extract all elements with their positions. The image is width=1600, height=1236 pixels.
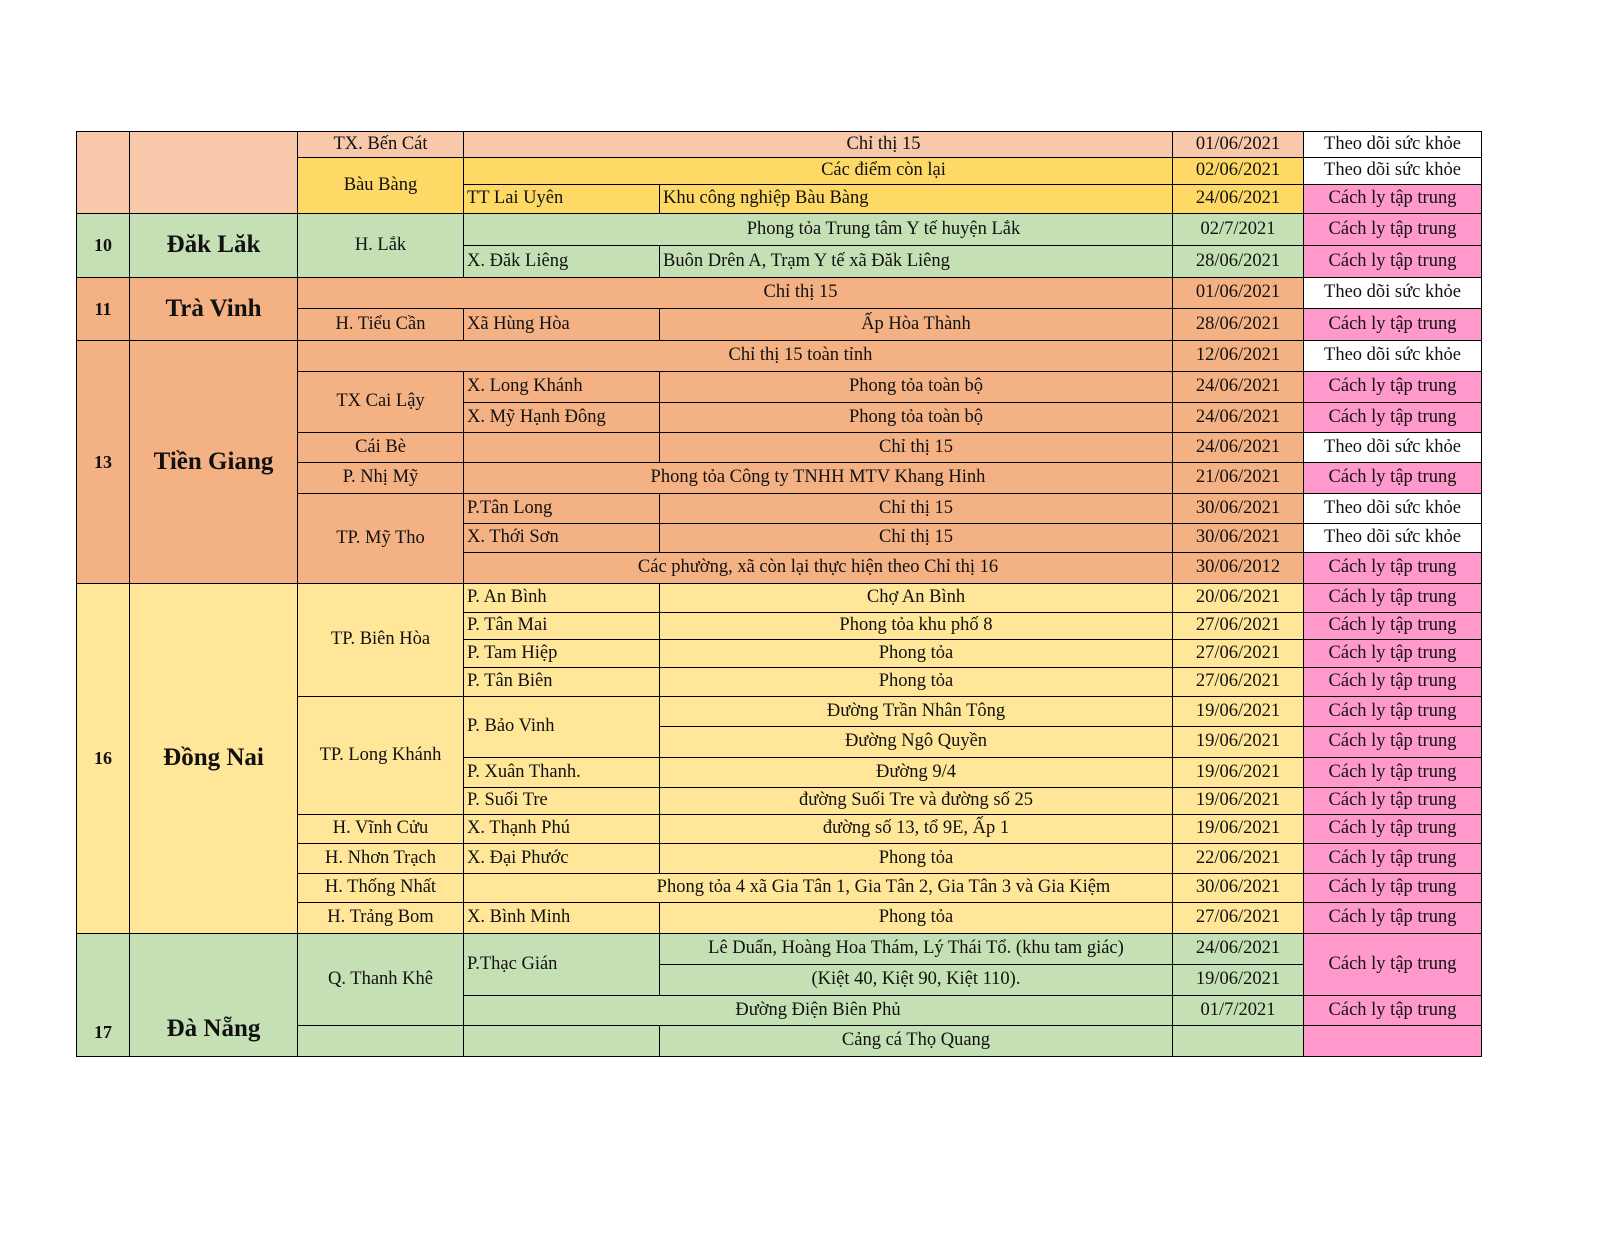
district-cell xyxy=(297,1025,464,1057)
blank-cell xyxy=(76,131,130,214)
status-cell: Cách ly tập trung xyxy=(1303,308,1482,341)
commune-cell xyxy=(463,432,660,463)
commune-cell: Phong tỏa 4 xã Gia Tân 1, Gia Tân 2, Gia Tân 3 và Gia Kiệm xyxy=(463,873,1304,903)
province-cell: Tiền Giang xyxy=(129,340,298,584)
area-cell: Ấp Hòa Thành xyxy=(659,308,1173,341)
district-cell: H. Nhơn Trạch xyxy=(297,843,464,874)
area-cell: Cảng cá Thọ Quang xyxy=(659,1025,1173,1057)
commune-cell: X. Đại Phước xyxy=(463,843,660,874)
status-cell: Theo dõi sức khỏe xyxy=(1303,432,1482,463)
date-cell: 27/06/2021 xyxy=(1172,612,1304,640)
district-cell: Q. Thanh Khê xyxy=(297,933,464,1026)
blank-cell xyxy=(129,131,298,214)
district-cell: H. Lắk xyxy=(297,213,464,278)
status-cell: Cách ly tập trung xyxy=(1303,814,1482,844)
commune-cell: P. Xuân Thanh. xyxy=(463,757,660,788)
area-cell: đường số 13, tổ 9E, Ấp 1 xyxy=(659,814,1173,844)
commune-cell: Đường Điện Biên Phủ xyxy=(463,995,1173,1026)
province-cell: Đà Nẵng xyxy=(129,933,298,1057)
district-cell: TP. Mỹ Tho xyxy=(297,493,464,584)
commune-cell: X. Thạnh Phú xyxy=(463,814,660,844)
commune-cell: P. An Bình xyxy=(463,583,660,613)
status-cell xyxy=(1303,1025,1482,1057)
area-cell: Đường Ngô Quyền xyxy=(659,726,1173,758)
stt-cell: 17 xyxy=(76,933,130,1057)
commune-cell: X. Thới Sơn xyxy=(463,523,660,553)
status-cell: Cách ly tập trung xyxy=(1303,873,1482,903)
date-cell xyxy=(1172,1025,1304,1057)
commune-cell: TT Lai Uyên xyxy=(463,184,660,214)
date-cell: 02/7/2021 xyxy=(1172,213,1304,246)
date-cell: 24/06/2021 xyxy=(1172,933,1304,965)
district-cell: P. Nhị Mỹ xyxy=(297,462,464,494)
status-cell: Cách ly tập trung xyxy=(1303,184,1482,214)
status-cell: Cách ly tập trung xyxy=(1303,639,1482,668)
district-cell: H. Thống Nhất xyxy=(297,873,464,903)
commune-cell: Xã Hùng Hòa xyxy=(463,308,660,341)
status-cell: Cách ly tập trung xyxy=(1303,787,1482,815)
date-cell: 27/06/2021 xyxy=(1172,667,1304,697)
area-cell: Chỉ thị 15 xyxy=(659,432,1173,463)
commune-cell: X. Đăk Liêng xyxy=(463,245,660,278)
status-cell: Theo dõi sức khỏe xyxy=(1303,340,1482,372)
status-cell: Cách ly tập trung xyxy=(1303,696,1482,727)
commune-cell: X. Bình Minh xyxy=(463,902,660,934)
date-cell: 19/06/2021 xyxy=(1172,696,1304,727)
district-cell: TP. Long Khánh xyxy=(297,696,464,815)
date-cell: 30/06/2012 xyxy=(1172,552,1304,584)
date-cell: 24/06/2021 xyxy=(1172,371,1304,403)
date-cell: 01/06/2021 xyxy=(1172,277,1304,309)
date-cell: 24/06/2021 xyxy=(1172,402,1304,433)
district-cell: TX Cai Lậy xyxy=(297,371,464,433)
status-cell: Cách ly tập trung xyxy=(1303,583,1482,613)
date-cell: 30/06/2021 xyxy=(1172,493,1304,524)
date-cell: 27/06/2021 xyxy=(1172,639,1304,668)
date-cell: 19/06/2021 xyxy=(1172,787,1304,815)
commune-cell: P. Tân Mai xyxy=(463,612,660,640)
status-cell: Cách ly tập trung xyxy=(1303,402,1482,433)
area-cell: Phong tỏa toàn bộ xyxy=(659,402,1173,433)
date-cell: 28/06/2021 xyxy=(1172,245,1304,278)
area-cell: Buôn Drên A, Trạm Y tế xã Đăk Liêng xyxy=(659,245,1304,278)
commune-cell: P.Tân Long xyxy=(463,493,660,524)
province-cell: Trà Vinh xyxy=(129,277,298,341)
status-cell: Cách ly tập trung xyxy=(1303,726,1482,758)
area-cell: Khu công nghiệp Bàu Bàng xyxy=(659,184,1304,214)
district-cell: TX. Bến Cát xyxy=(297,131,464,158)
stt-cell: 10 xyxy=(76,213,130,278)
district-cell: Chỉ thị 15 xyxy=(297,277,1304,309)
date-cell: 19/06/2021 xyxy=(1172,757,1304,788)
status-cell: Theo dõi sức khỏe xyxy=(1303,131,1482,158)
district-cell: Chỉ thị 15 toàn tỉnh xyxy=(297,340,1304,372)
stt-cell: 11 xyxy=(76,277,130,341)
date-cell: 19/06/2021 xyxy=(1172,814,1304,844)
status-cell: Theo dõi sức khỏe xyxy=(1303,493,1482,524)
status-cell: Cách ly tập trung xyxy=(1303,843,1482,874)
status-cell: Cách ly tập trung xyxy=(1303,612,1482,640)
date-cell: 12/06/2021 xyxy=(1172,340,1304,372)
status-cell: Cách ly tập trung xyxy=(1303,462,1482,494)
commune-cell: P. Tân Biên xyxy=(463,667,660,697)
commune-cell: Chỉ thị 15 xyxy=(463,131,1304,158)
status-cell: Cách ly tập trung xyxy=(1303,933,1482,996)
date-cell: 01/7/2021 xyxy=(1172,995,1304,1026)
commune-cell: Các phường, xã còn lại thực hiện theo Chỉ thị 16 xyxy=(463,552,1173,584)
status-cell: Cách ly tập trung xyxy=(1303,902,1482,934)
area-cell: Chỉ thị 15 xyxy=(659,523,1173,553)
date-cell: 02/06/2021 xyxy=(1172,157,1304,185)
date-cell: 01/06/2021 xyxy=(1172,131,1304,158)
date-cell: 24/06/2021 xyxy=(1172,432,1304,463)
area-cell: Lê Duẩn, Hoàng Hoa Thám, Lý Thái Tổ. (khu tam giác) xyxy=(659,933,1173,965)
commune-cell: Phong tỏa Công ty TNHH MTV Khang Hinh xyxy=(463,462,1173,494)
district-cell: H. Tiểu Cần xyxy=(297,308,464,341)
status-cell: Cách ly tập trung xyxy=(1303,995,1482,1026)
area-cell: Phong tỏa xyxy=(659,843,1173,874)
commune-cell: P. Suối Tre xyxy=(463,787,660,815)
area-cell: đường Suối Tre và đường số 25 xyxy=(659,787,1173,815)
date-cell: 19/06/2021 xyxy=(1172,964,1304,996)
commune-cell: X. Long Khánh xyxy=(463,371,660,403)
status-cell: Cách ly tập trung xyxy=(1303,245,1482,278)
date-cell: 20/06/2021 xyxy=(1172,583,1304,613)
area-cell: Phong tỏa xyxy=(659,902,1173,934)
district-cell: H. Vĩnh Cửu xyxy=(297,814,464,844)
area-cell: Phong tỏa toàn bộ xyxy=(659,371,1173,403)
commune-cell: Phong tỏa Trung tâm Y tế huyện Lắk xyxy=(463,213,1304,246)
date-cell: 24/06/2021 xyxy=(1172,184,1304,214)
area-cell: Đường 9/4 xyxy=(659,757,1173,788)
area-cell: Phong tỏa xyxy=(659,639,1173,668)
date-cell: 27/06/2021 xyxy=(1172,902,1304,934)
date-cell: 30/06/2021 xyxy=(1172,523,1304,553)
area-cell: Phong tỏa khu phố 8 xyxy=(659,612,1173,640)
province-cell: Đồng Nai xyxy=(129,583,298,934)
status-cell: Cách ly tập trung xyxy=(1303,213,1482,246)
status-cell: Cách ly tập trung xyxy=(1303,371,1482,403)
date-cell: 28/06/2021 xyxy=(1172,308,1304,341)
date-cell: 21/06/2021 xyxy=(1172,462,1304,494)
province-cell: Đăk Lăk xyxy=(129,213,298,278)
date-cell: 22/06/2021 xyxy=(1172,843,1304,874)
district-cell: TP. Biên Hòa xyxy=(297,583,464,697)
area-cell: Đường Trần Nhân Tông xyxy=(659,696,1173,727)
commune-cell: P. Bảo Vinh xyxy=(463,696,660,758)
status-cell: Cách ly tập trung xyxy=(1303,552,1482,584)
district-cell: H. Trảng Bom xyxy=(297,902,464,934)
district-cell: Cái Bè xyxy=(297,432,464,463)
area-cell: Chợ An Bình xyxy=(659,583,1173,613)
commune-cell: Các điểm còn lại xyxy=(463,157,1304,185)
status-cell: Cách ly tập trung xyxy=(1303,757,1482,788)
date-cell: 19/06/2021 xyxy=(1172,726,1304,758)
status-cell: Cách ly tập trung xyxy=(1303,667,1482,697)
date-cell: 30/06/2021 xyxy=(1172,873,1304,903)
stt-cell: 16 xyxy=(76,583,130,934)
commune-cell: X. Mỹ Hạnh Đông xyxy=(463,402,660,433)
commune-cell: P. Tam Hiệp xyxy=(463,639,660,668)
district-cell: Bàu Bàng xyxy=(297,157,464,214)
status-cell: Theo dõi sức khỏe xyxy=(1303,523,1482,553)
area-cell: (Kiệt 40, Kiệt 90, Kiệt 110). xyxy=(659,964,1173,996)
status-cell: Theo dõi sức khỏe xyxy=(1303,157,1482,185)
commune-cell xyxy=(463,1025,660,1057)
commune-cell: P.Thạc Gián xyxy=(463,933,660,996)
area-cell: Phong tỏa xyxy=(659,667,1173,697)
status-cell: Theo dõi sức khỏe xyxy=(1303,277,1482,309)
stt-cell: 13 xyxy=(76,340,130,584)
area-cell: Chỉ thị 15 xyxy=(659,493,1173,524)
